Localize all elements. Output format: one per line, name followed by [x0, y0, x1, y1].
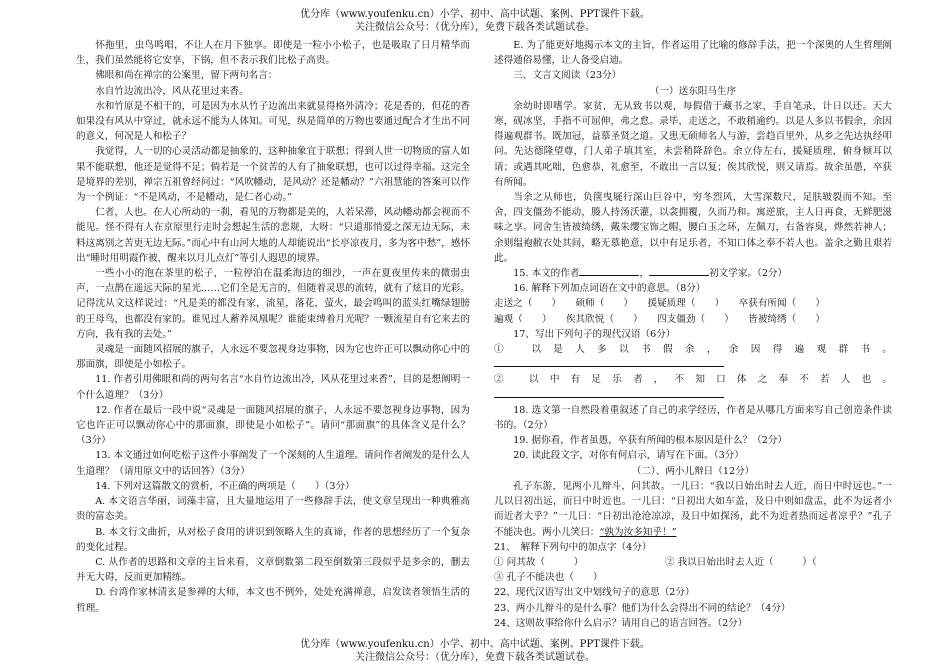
question-13: 13. 本文通过如何吃松子这件小事阐发了一个深刻的人生道理。请问作者阐发的是什么人生道理？（请用原文中的话回答）（3分） — [76, 450, 470, 477]
question-21: 21、 解释下列句中的加点字（4分） — [494, 541, 652, 553]
footer-line-2: 关注微信公众号：（优分库），免费下载各类试题试卷。 — [355, 652, 595, 663]
answer-blank[interactable] — [649, 266, 709, 276]
passage-2-title: （二）、两小儿辩日（12分） — [631, 465, 755, 477]
question-17: 17、写出下列句子的现代汉语（6分） — [513, 328, 676, 340]
essay-paragraph: 怀拖里，虫鸟鸣唱，不让人在月下独享。即使是一粒小小松子，也是吸取了日月精华而生，我们虽然能将它安享，下锅，但不表示我们比松子高贵。 — [76, 40, 470, 67]
passage-paragraph: 当余之从师也，负箧曳屣行深山巨谷中，穷冬烈风，大雪深数尺，足肤皲裂而不知。至舍，四支僵劲不能动，媵人持汤沃灌，以衾拥覆，久而乃和。寓逆旅，主人日再食，无鲜肥滋味之享。同舍生皆被绮绣，戴朱缨宝饰之帽，腰白玉之环，左佩刀，右备容臭，烨然若神人；余则缊袍敝衣处其间，略无慕艳意，以中有足乐者，不知口体之奉不若人也。盖余之勤且艰若此。 — [494, 192, 892, 264]
left-column — [76, 38, 470, 616]
question-14: 14. 下列对这篇散文的赏析，不正确的两项是（ ）（3分） — [95, 480, 355, 492]
quote-line: 水自竹边流出冷，风从花里过来香。 — [95, 85, 249, 97]
q21-item-3: ③ 孔子不能决也（ ） — [494, 572, 603, 584]
page-header — [0, 8, 950, 34]
question-24: 24、这则故事给你什么启示？请用自己的语言回答。（2分） — [494, 617, 748, 629]
footer-line-1: 优分库（www.youfenku.cn）小学、初中、高中试题、案例、PPT课件下载。 — [300, 639, 650, 650]
q21-item-2: ② 我以日始出时去人近（ ）（ — [664, 556, 817, 568]
answer-blank[interactable] — [494, 388, 724, 398]
right-column — [494, 38, 892, 631]
question-20: 20. 读此段文字，对你有何启示，请写在下面。（3分） — [513, 450, 744, 462]
question-19: 19. 据你看，作者虽愚，卒获有所闻的根本原因是什么？（2分） — [513, 435, 788, 447]
essay-paragraph: 佛眼和尚在禅宗的公案里，留下两句名言： — [95, 70, 278, 82]
essay-paragraph: 一些小小的泡在茶里的松子，一粒停泊在温柔海边的细沙，一声在夏夜里传来的微弱虫声，一点鹊在遥远天际的星光……它们全是无言的，但随着灵思的流转，就有了炫目的光彩。记得沈从文这样说过：“凡是美的都没有家，流星，落花，萤火，最会鸣叫的蓝头红嘴绿翅膀的王母鸟，也都没有家的。谁见过人蓄养凤凰呢？谁能束缚着月光呢？一颗流星自有它来去的方向，我有我的去处。” — [76, 268, 470, 340]
header-line-2: 关注微信公众号：（优分库），免费下载各类试题试卷。 — [355, 22, 595, 33]
option-d: D. 台湾作家林清玄是参禅的大师，本文也不例外，处处充满禅意，启发读者领悟生活的哲理。 — [76, 587, 470, 614]
q15-prefix: 15. 本文的作者 — [513, 268, 580, 280]
passage-paragraph — [494, 479, 892, 540]
essay-paragraph: 仁者，人也。在人心所动的一刹，看见的万物都是美的，人若呆滞，风动幡动都会视而不能见。怪不得有人在京原里行走时会想起生活的悲规，大呀：“只道那悄爱之深无边无际，未料这离别之苦更无边无际。”而心中有山河大地的人却能说出“长亭凉夜月，多为客中愁”，感怀出“睡时用明霞作被，醒来以月儿点灯”等引人遐思的境界。 — [76, 207, 470, 264]
q17-item-1-text: ① 以是人多以书假余，余因得遍观群书。 — [494, 344, 892, 356]
essay-paragraph: 灵魂是一面随风招展的旗子，人永远不要忽视身边事物，因为它也许正可以飘动你心中的那面旗，即使是小如松子。 — [76, 344, 470, 371]
option-e: E. 为了能更好地揭示本文的主旨，作者运用了比喻的修辞手法，把一个深奥的人生哲理阐述得通俗易懂，让人备受启迪。 — [494, 40, 892, 67]
question-16: 16. 解释下列加点词语在文中的意思。（8分） — [513, 283, 706, 295]
q16-row-2: 遍观（ ） 俟其欣悦（ ） 四支僵劲（ ） 皆被绮绣（ ） — [494, 313, 825, 325]
passage-paragraph: 余幼时即嗜学。家贫，无从致书以观，每假借于藏书之家，手自笔录，计日以还。天大寒，砚冰坚，手指不可屈伸，弗之怠。录毕，走送之，不敢稍逾约。以是人多以书假余，余因得遍观群书。既加冠，益慕圣贤之道。又患无硕师名人与游，尝趋百里外，从乡之先达执经叩问。先达德隆望尊，门人弟子填其室，未尝稍降辞色。余立侍左右，援疑质理，俯身倾耳以请；或遇其叱咄，色愈恭，礼愈至，不敢出一言以复；俟其欣悦，则又请焉。故余虽愚，卒获有所闻。 — [494, 100, 892, 188]
q17-item-2-text: ② 以中有足乐者，不知口体之奉不若人也。 — [494, 374, 892, 386]
question-18: 18. 选文第一自然段着重叙述了自己的求学经历，作者是从哪几方面来写自己创造条件读书的。（2分） — [494, 404, 892, 432]
essay-paragraph: 水和竹原是不相干的，可是因为水从竹子边流出来就显得格外清冷；花是香的，但花的香如果没有风从中穿过，就永远不能为人体知。可见，纵是简单的万物也要通过配合才生出不同的意义，何况是人和松子？ — [76, 100, 470, 143]
question-11: 11. 作者引用佛眼和尚的两句名言“水自竹边流出冷，风从花里过来香”，目的是想阐明一个什么道理？（3分） — [76, 374, 470, 401]
answer-blank[interactable] — [494, 357, 724, 367]
option-b: B. 本文行文曲折，从对松子食用的讲识到领略人生的真谛，作者的思想经历了一个复杂的变化过程。 — [76, 526, 470, 553]
q16-row-1: 走送之（ ） 硕师（ ） 援疑质理（ ） 卒获有所闻（ ） — [494, 298, 825, 310]
underlined-sentence: “孰为汝多知乎！” — [599, 526, 677, 538]
q21-item-1: ① 问其故（ ） — [494, 556, 579, 568]
q15-sep: ， — [639, 268, 650, 280]
q15-suffix: 初文学家。（2分） — [709, 268, 788, 280]
question-23: 23、两小儿辩斗的是什么事？他们为什么会得出不同的结论？（4分） — [494, 602, 791, 614]
question-12: 12. 作者在最后一段中说“灵魂是一面随风招展的旗子，人永远不要忽视身边事物，因为它也许正可以飘动你心中的那面旗，即使是小如松子”。请问“那面旗”的具体含义是什么？（3分） — [76, 404, 470, 447]
passage-1-title: （一）送东阳马生序 — [649, 85, 737, 97]
option-c: C. 从作者的思路和文章的主旨来看，文章倒数第二段至倒数第三段似乎是多余的，删去并无大碍，反而更加精练。 — [76, 556, 470, 584]
question-22: 22、现代汉语写出文中划线句子的意思（2分） — [494, 587, 695, 599]
page-footer — [0, 638, 950, 664]
essay-paragraph: 我觉得，人一切的心灵活动都是抽象的，这种抽象宜于联想；得到人世一切物质的富人如果不能联想，他还是觉得不足；倘若是一个贫苦的人有了抽象联想，也可以过得幸福。这完全是境界的差别，禅宗五祖曾经问过：“风吹幡动，是风动？还是幡动？”六祖慧能的答案可以作为一个例证：“不是风动，不是幡动，是仁者心动。” — [76, 146, 470, 204]
section-3-heading: 三、文言文阅读（23分） — [513, 70, 622, 82]
question-15 — [494, 266, 892, 281]
header-line-1: 优分库（www.youfenku.cn）小学、初中、高中试题、案例、PPT课件下载。 — [300, 9, 650, 20]
q21-row — [494, 555, 892, 570]
option-a: A. 本文语言华丽，词藻丰富，且大量地运用了一些修辞手法，使文章呈现出一种典雅高贵的富态美。 — [76, 496, 470, 523]
q17-item-2 — [494, 372, 892, 402]
answer-blank[interactable] — [579, 266, 639, 276]
passage-2-text: 孔子东游，见两小儿辩斗，问其故。一儿曰：“我以日始出时去人近，而日中时远也。”一儿以日初出远，而日中时近也。一儿曰：“日初出大如车盖，及日中则如盘盂，此不为远者小而近者大乎？”一儿曰：“日初出沧沧凉凉，及日中如探汤，此不为近者热而远者凉乎？”孔子不能决也。两小儿笑曰： — [494, 480, 892, 538]
q17-item-1 — [494, 342, 892, 372]
